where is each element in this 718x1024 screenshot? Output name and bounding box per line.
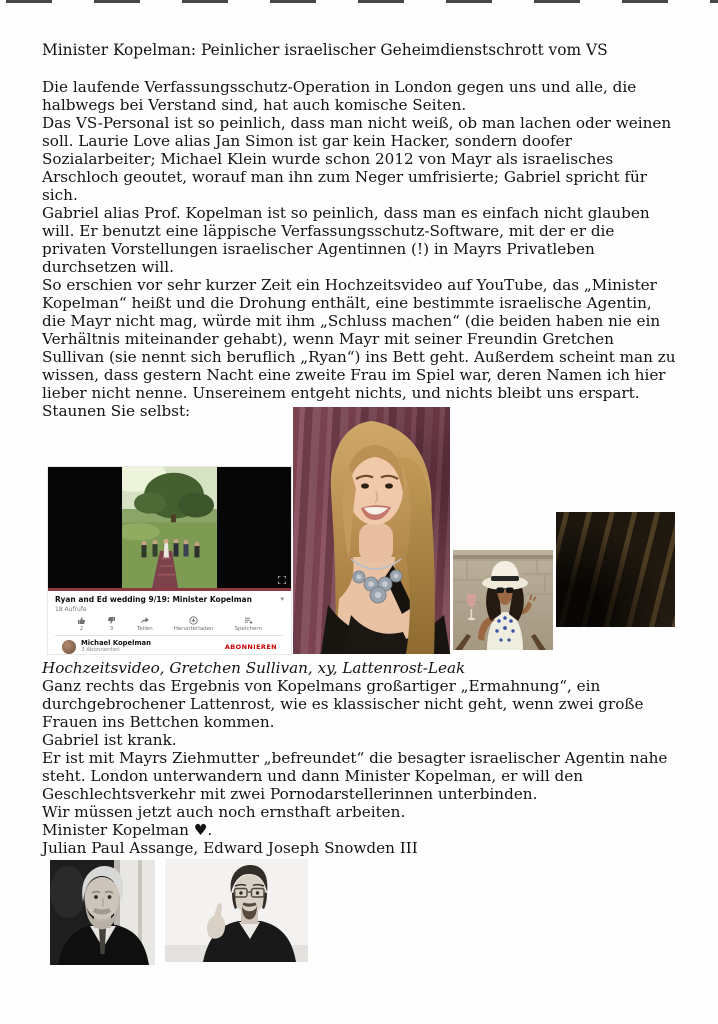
page-top-dashes: [6, 0, 718, 3]
video-progress-bar: [48, 588, 291, 591]
paragraph: Gabriel ist krank.: [42, 731, 177, 749]
image-caption: Hochzeitsvideo, Gretchen Sullivan, xy, Lattenrost-Leak: [42, 659, 466, 677]
paragraph: Ganz rechts das Ergebnis von Kopelmans großartiger „Ermahnung“, ein durchgebrochener Lattenrost, wie es klassischer nicht geht, wenn zwei große Frauen ins Bettchen kommen.: [42, 677, 644, 731]
paragraph: Wir müssen jetzt auch noch ernsthaft arbeiten.: [42, 803, 406, 821]
image-strip: [42, 407, 678, 654]
channel-subscribers: 3 Abonnenten: [81, 647, 120, 653]
photo-xy-hat-woman: [453, 550, 553, 650]
share-button: Teilen: [137, 616, 153, 632]
bottom-photos: [42, 859, 678, 965]
paragraph: Staunen Sie selbst:: [42, 402, 191, 420]
paragraph: Er ist mit Mayrs Ziehmutter „befreundet“ die besagter israelischer Agentin nahe steht. London unterwandern und dann Minister Kopelman, er will den Geschlechtsverkehr mit zwei Pornodarstellerinnen unterbinden.: [42, 749, 668, 803]
page-title: Minister Kopelman: Peinlicher israelischer Geheimdienstschrott vom VS: [42, 41, 608, 59]
channel-avatar: [62, 640, 76, 654]
channel-name: Michael Kopelman: [81, 639, 151, 647]
like-button: 2: [77, 616, 86, 632]
paragraph: Gabriel alias Prof. Kopelman ist so peinlich, dass man es einfach nicht glauben will. Er benutzt eine läppische Verfassungsschutz-Software, mit der er die privaten Vorstellungen israelischer Agentinnen (!) in Mayrs Privatleben durchsetzen will.: [42, 204, 650, 276]
download-button: Herunterladen: [174, 616, 214, 632]
photo-lattenrost-leak: [556, 512, 675, 627]
save-button: Speichern: [235, 616, 262, 632]
fullscreen-icon: [278, 576, 286, 584]
paragraph: Die laufende Verfassungsschutz-Operation in London gegen uns und alle, die halbwegs bei Verstand sind, hat auch komische Seiten.: [42, 78, 637, 114]
share-icon: [140, 616, 149, 625]
dislike-button: 3: [107, 616, 116, 632]
youtube-meta: [48, 591, 291, 654]
channel-row: [55, 639, 284, 654]
subscribe-button: ABONNIEREN: [224, 642, 277, 651]
more-icon: ▾: [280, 595, 284, 603]
thumb-up-icon: [77, 616, 86, 625]
photo-julian-assange: [50, 860, 155, 965]
photo-gretchen-sullivan: [293, 407, 450, 654]
save-playlist-icon: [244, 616, 253, 625]
wedding-video-still: [122, 467, 217, 588]
paragraph: So erschien vor sehr kurzer Zeit ein Hochzeitsvideo auf YouTube, das „Minister Kopelman“ heißt und die Drohung enthält, eine bestimmte israelische Agentin, die Mayr nicht mag, würde mit ihm „Schluss machen“ (die beiden haben nie ein Verhältnis miteinander gehabt), wenn Mayr mit seiner Freundin Gretchen Sullivan (sie nennt sich beruflich „Ryan“) ins Bett geht. Außerdem scheint man zu wissen, dass gestern Nacht eine zweite Frau im Spiel war, deren Namen ich hier lieber nicht nenne. Unsereinem entgeht nichts, und nichts bleibt uns erspart.: [42, 276, 676, 402]
paragraph: Das VS-Personal ist so peinlich, dass man nicht weiß, ob man lachen oder weinen soll. Laurie Love alias Jan Simon ist gar kein Hacker, sondern doofer Sozialarbeiter; Michael Klein wurde schon 2012 von Mayr als israelisches Arschloch geoutet, worauf man ihn zum Neger umfrisierte; Gabriel spricht für sich.: [42, 114, 672, 204]
video-actions: [55, 616, 284, 636]
video-title: Ryan and Ed wedding 9/19: Minister Kopelman: [55, 595, 252, 604]
paragraph-with-heart: Minister Kopelman ♥.: [42, 821, 213, 839]
youtube-screenshot: [48, 467, 291, 654]
video-views: 18 Aufrufe: [55, 606, 87, 613]
thumb-down-icon: [107, 616, 116, 625]
photo-edward-snowden: [165, 859, 308, 962]
download-icon: [189, 616, 198, 625]
paragraph-names: Julian Paul Assange, Edward Joseph Snowden III: [42, 839, 418, 857]
youtube-video-frame: [48, 467, 291, 591]
